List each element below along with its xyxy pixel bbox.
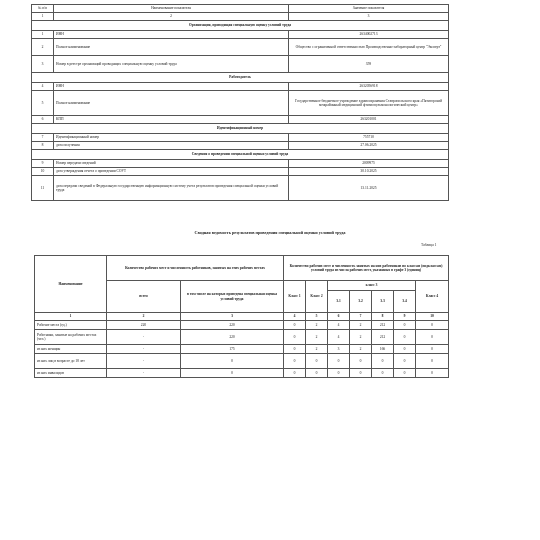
summary-cell: 0 — [350, 354, 372, 369]
header-class3: класс 3 — [328, 281, 416, 291]
row-label: КПП — [54, 116, 289, 124]
row-number: 1 — [32, 31, 54, 39]
summary-cell: 212 — [372, 321, 394, 330]
summary-row-label: Работники, занятые на рабочих местах (чел.) — [35, 330, 107, 345]
column-number: 7 — [350, 313, 372, 321]
header-total: всего — [107, 281, 181, 313]
info-row — [32, 31, 449, 39]
summary-cell: 0 — [372, 354, 394, 369]
summary-cell: 2 — [306, 345, 328, 354]
header-workplaces: Количество рабочих мест и численность работников, занятых на этих рабочих местах — [107, 256, 284, 281]
summary-row-label: из них инвалидов — [35, 369, 107, 378]
summary-table — [34, 255, 449, 378]
summary-row-label: из них женщин — [35, 345, 107, 354]
info-row — [32, 39, 449, 56]
header-class1: Класс 1 — [284, 281, 306, 313]
header-by-class: Количество рабочих мест и численность занятых на них работников по классам (подклассам) условий труда из числа рабочих мест, указанных в графе 3 (единиц) — [284, 256, 449, 281]
summary-row — [35, 345, 449, 354]
summary-row-label: из них лиц в возрасте до 18 лет — [35, 354, 107, 369]
row-number: 8 — [32, 142, 54, 150]
summary-cell: 220 — [181, 330, 284, 345]
info-row — [32, 116, 449, 124]
summary-cell: 0 — [394, 345, 416, 354]
summary-cell: 2 — [350, 321, 372, 330]
index-name: 2 — [54, 13, 289, 21]
header-num: № п/п — [32, 5, 54, 13]
row-number: 2 — [32, 39, 54, 56]
header-sub-3-3: 3.3 — [372, 291, 394, 313]
row-label: Номер в реестре организаций проводящих специальную оценку условий труда — [54, 56, 289, 73]
row-number: 11 — [32, 176, 54, 201]
row-value: Государственное бюджетное учреждение здравоохранения Ставропольского края «Пятигорский межрайонный медицинский фтизиопульмонологический центр» — [289, 91, 449, 116]
summary-cell: 0 — [328, 354, 350, 369]
section-title: Работодатель — [32, 73, 449, 83]
summary-cell: 0 — [328, 369, 350, 378]
summary-cell: 0 — [394, 354, 416, 369]
summary-cell: 0 — [284, 321, 306, 330]
summary-cell: - — [107, 369, 181, 378]
info-row — [32, 83, 449, 91]
summary-cell: 0 — [416, 321, 449, 330]
summary-cell: 2 — [350, 330, 372, 345]
summary-cell: 0 — [416, 369, 449, 378]
summary-title: Сводная ведомость результатов проведения специальной оценки условий труда — [194, 230, 346, 235]
summary-cell: 212 — [372, 330, 394, 345]
column-number: 8 — [372, 313, 394, 321]
table-number: Таблица 1 — [421, 243, 437, 247]
info-row — [32, 56, 449, 73]
summary-cell: 0 — [284, 354, 306, 369]
row-value: 30.10.2025 — [289, 168, 449, 176]
row-value: Общество с ограниченной ответственностью Производственно-лабораторный центр "Эксперт" — [289, 39, 449, 56]
section-title: Организация, проводящая специальную оценку условий труда — [32, 21, 449, 31]
summary-cell: 0 — [181, 354, 284, 369]
summary-cell: 3 — [328, 345, 350, 354]
summary-cell: 0 — [416, 354, 449, 369]
row-label: Полное наименование — [54, 39, 289, 56]
summary-cell: 166 — [372, 345, 394, 354]
row-number: 4 — [32, 83, 54, 91]
row-number: 9 — [32, 160, 54, 168]
row-number: 6 — [32, 116, 54, 124]
column-number: 3 — [181, 313, 284, 321]
summary-cell: 0 — [394, 369, 416, 378]
column-number: 2 — [107, 313, 181, 321]
info-row — [32, 91, 449, 116]
section-title: Сведения о проведении специальной оценки условий труда — [32, 150, 449, 160]
summary-cell: 0 — [181, 369, 284, 378]
row-number: 10 — [32, 168, 54, 176]
index-value: 3 — [289, 13, 449, 21]
section-title-row — [32, 73, 449, 83]
row-value: 27.06.2025 — [289, 142, 449, 150]
summary-cell: 4 — [328, 330, 350, 345]
info-row — [32, 168, 449, 176]
section-title: Идентификационный номер — [32, 124, 449, 134]
info-table — [31, 4, 449, 201]
info-row — [32, 134, 449, 142]
summary-cell: 220 — [107, 321, 181, 330]
summary-row — [35, 330, 449, 345]
summary-cell: 4 — [328, 321, 350, 330]
summary-cell: 2 — [350, 345, 372, 354]
row-number: 7 — [32, 134, 54, 142]
summary-cell: 0 — [372, 369, 394, 378]
summary-cell: 0 — [306, 354, 328, 369]
row-value: 13.11.2025 — [289, 176, 449, 201]
column-number: 1 — [35, 313, 107, 321]
row-value: 263201001 — [289, 116, 449, 124]
row-label: дата получения — [54, 142, 289, 150]
index-num: 1 — [32, 13, 54, 21]
section-title-row — [32, 150, 449, 160]
row-label: Идентификационный номер — [54, 134, 289, 142]
summary-cell: 0 — [394, 330, 416, 345]
column-number: 5 — [306, 313, 328, 321]
header-value: Значение показателя — [289, 5, 449, 13]
summary-cell: 0 — [306, 369, 328, 378]
summary-cell: 0 — [416, 345, 449, 354]
header-name: Наименование показателя — [54, 5, 289, 13]
row-value: 2632056918 — [289, 83, 449, 91]
row-label: Полное наименование — [54, 91, 289, 116]
info-index-row — [32, 13, 449, 21]
info-header-row — [32, 5, 449, 13]
header-class2: Класс 2 — [306, 281, 328, 313]
summary-cell: - — [107, 330, 181, 345]
summary-row — [35, 321, 449, 330]
row-label: дата утверждения отчета о проведении СОУТ — [54, 168, 289, 176]
summary-cell: 0 — [394, 321, 416, 330]
section-title-row — [32, 124, 449, 134]
header-class4: Класс 4 — [416, 281, 449, 313]
row-label: Номер передачи сведений — [54, 160, 289, 168]
row-label: дата передачи сведений в Федеральную государственную информационную систему учета результатов проведения специальной оценки условий труда — [54, 176, 289, 201]
row-number: 3 — [32, 56, 54, 73]
summary-cell: 2 — [306, 330, 328, 345]
summary-cell: 0 — [284, 345, 306, 354]
row-label: ИНН — [54, 31, 289, 39]
summary-cell: 175 — [181, 345, 284, 354]
column-number: 10 — [416, 313, 449, 321]
row-value: 2634002713 — [289, 31, 449, 39]
row-label: ИНН — [54, 83, 289, 91]
column-number-row — [35, 313, 449, 321]
header-sub-3-4: 3.4 — [394, 291, 416, 313]
header-sub-3-1: 3.1 — [328, 291, 350, 313]
summary-cell: - — [107, 354, 181, 369]
row-value: 2009975 — [289, 160, 449, 168]
row-number: 5 — [32, 91, 54, 116]
summary-cell: - — [107, 345, 181, 354]
header-sub-3-2: 3.2 — [350, 291, 372, 313]
summary-row-label: Рабочие места (ед.) — [35, 321, 107, 330]
info-row — [32, 160, 449, 168]
summary-cell: 0 — [284, 330, 306, 345]
row-value: 359 — [289, 56, 449, 73]
info-row — [32, 176, 449, 201]
summary-cell: 0 — [284, 369, 306, 378]
section-title-row — [32, 21, 449, 31]
column-number: 4 — [284, 313, 306, 321]
column-number: 9 — [394, 313, 416, 321]
header-name: Наименование — [35, 256, 107, 313]
summary-cell: 0 — [416, 330, 449, 345]
summary-cell: 2 — [306, 321, 328, 330]
summary-row — [35, 354, 449, 369]
row-value: 755710 — [289, 134, 449, 142]
summary-row — [35, 369, 449, 378]
column-number: 6 — [328, 313, 350, 321]
summary-cell: 220 — [181, 321, 284, 330]
header-in-sout: в том числе на которых проведена специальная оценка условий труда — [181, 281, 284, 313]
info-row — [32, 142, 449, 150]
summary-cell: 0 — [350, 369, 372, 378]
